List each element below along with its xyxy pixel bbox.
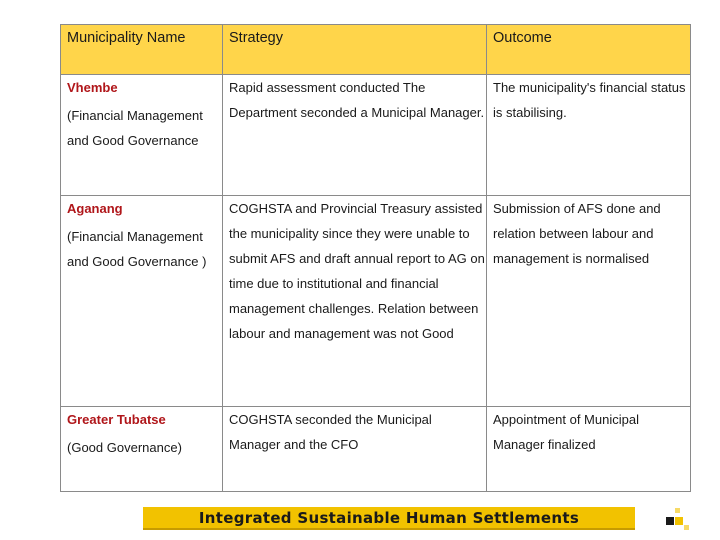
municipality-name: Aganang <box>67 201 123 216</box>
header-strategy: Strategy <box>223 25 487 75</box>
strategy-cell: COGHSTA and Provincial Treasury assisted the municipality since they were unable to submit AFS and draft annual report to AG on time due to institutional and financial management challenges. Relation between labour and management was not Good <box>223 196 487 407</box>
municipality-name: Vhembe <box>67 80 118 95</box>
municipality-focus: (Financial Management and Good Governance ) <box>67 229 207 269</box>
header-outcome: Outcome <box>487 25 691 75</box>
outcome-cell: Appointment of Municipal Manager finalized <box>487 407 691 492</box>
municipality-cell <box>61 196 223 407</box>
table-header-row <box>61 25 691 75</box>
footer-banner <box>143 507 635 530</box>
strategy-cell: Rapid assessment conducted The Department seconded a Municipal Manager. <box>223 75 487 196</box>
municipality-focus: (Good Governance) <box>67 440 182 455</box>
strategy-cell: COGHSTA seconded the Municipal Manager and the CFO <box>223 407 487 492</box>
municipality-cell <box>61 75 223 196</box>
table-row <box>61 196 691 407</box>
municipality-cell <box>61 407 223 492</box>
brand-logo-icon <box>660 503 690 533</box>
footer-banner-text: Integrated Sustainable Human Settlements <box>198 508 580 527</box>
outcome-cell: Submission of AFS done and relation between labour and management is normalised <box>487 196 691 407</box>
header-municipality-name: Municipality Name <box>61 25 223 75</box>
outcome-cell: The municipality's financial status is stabilising. <box>487 75 691 196</box>
table-row <box>61 75 691 196</box>
municipality-focus: (Financial Management and Good Governance <box>67 108 203 148</box>
municipality-strategy-table <box>60 24 691 492</box>
table-row <box>61 407 691 492</box>
municipality-name: Greater Tubatse <box>67 412 166 427</box>
